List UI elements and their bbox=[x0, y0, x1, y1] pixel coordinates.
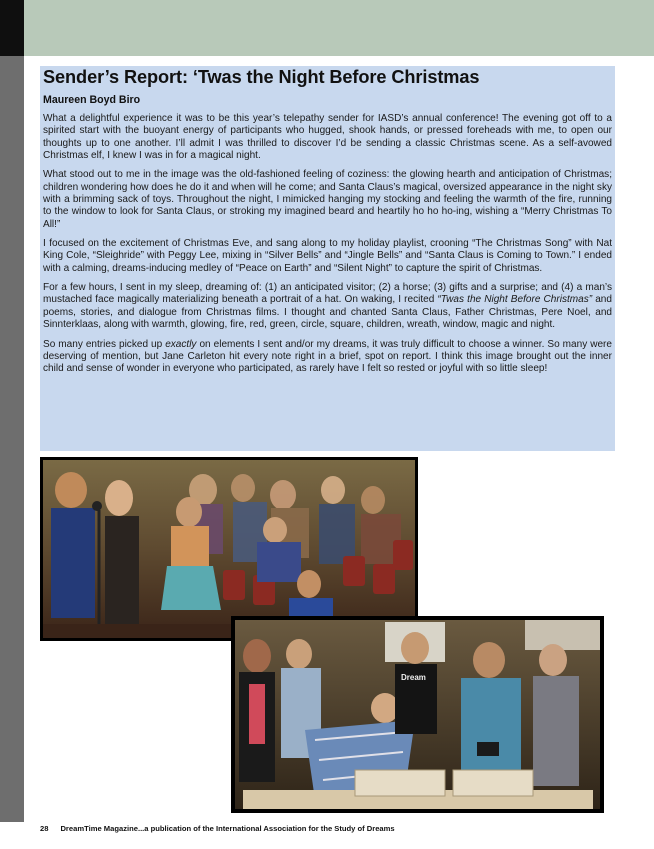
paragraph-4-text-a: For a few hours, I sent in my sleep, dreaming of: (1) an anticipated visitor; (2) a horse; (3) gifts and a surprise; and (4) a man’s mustached face magically materializing beneath a portrait of a hat. On waking, I recited bbox=[43, 282, 612, 306]
paragraph-4-poem-title: “Twas the Night Before Christmas” bbox=[437, 294, 593, 306]
participants-at-boxes-photo bbox=[231, 616, 604, 813]
paragraph-5-text-a: So many entries picked up bbox=[43, 338, 166, 350]
boxes-photo-illustration bbox=[235, 620, 600, 809]
page-footer bbox=[40, 824, 640, 834]
paragraph-1: What a delightful experience it was to be this year’s telepathy sender for IASD’s annual conference! The evening got off to a spirited start with the buoyant energy of participants who hugged, shook hands, or pressed foreheads with me, to open our thoughts up to one another. I’ll admit I was thrilled to discover I’d be sending a classic Christmas scene. As a self-avowed Christmas elf, I knew I was in for a magical night. bbox=[43, 113, 612, 162]
crowd-photo-illustration bbox=[43, 460, 415, 638]
paragraph-5-emphasis: exactly bbox=[165, 338, 197, 350]
header-band bbox=[24, 0, 654, 56]
paragraph-5-text-b: on elements I sent and/or my dreams, it was truly difficult to choose a winner. So many were deserving of mention, but Jane Carleton hit every note right in a brief, spot on report. I think this image brought out the inner child and sense of wonder in everyone who participated, as rarely have I felt so rested or joyful with so little sleep! bbox=[43, 338, 612, 375]
article-author: Maureen Boyd Biro bbox=[43, 94, 141, 106]
paragraph-5 bbox=[43, 339, 612, 376]
page-edge-bar bbox=[0, 56, 24, 822]
paragraph-4 bbox=[43, 282, 612, 331]
paragraph-3: I focused on the excitement of Christmas Eve, and sang along to my holiday playlist, crooning “The Christmas Song” with Nat King Cole, “Sleighride” with Peggy Lee, mixing in “Silver Bells” and “Jingle Bells” and “Santa Claus is Coming to Town.” I ended with a calming, dreams-inducing medley of “Peace on Earth” and “Silent Night” to capture the spirit of Christmas. bbox=[43, 238, 612, 274]
article-title: Sender’s Report: ‘Twas the Night Before Christmas bbox=[43, 67, 480, 87]
paragraph-4-text-b: and poems, stories, and dialogue from Christmas films. I thought and chanted Santa Claus, Father Christmas, Pere Noel, and Sinnterklaas, along with warmth, glowing, fire, red, green, circle, square, children, wreath, window, magic and night. bbox=[43, 294, 612, 331]
conference-crowd-photo bbox=[40, 457, 418, 641]
paragraph-2: What stood out to me in the image was the old-fashioned feeling of coziness: the glowing hearth and anticipation of Christmas; children wondering how does he do it and when will he come; and Santa Claus’s magical, oversized appearance in the night sky with a brimming sack of toys. Throughout the night, I mimicked hanging my stocking and feeling the warmth of the fire, running to the window to look for Santa Claus, or stroking my imagined beard and heartily ho ho ho-ing, wishing a “Merry Christmas To All!” bbox=[43, 169, 612, 230]
article-box bbox=[40, 66, 615, 451]
header-corner-block bbox=[0, 0, 24, 56]
footer-publication-text: DreamTime Magazine...a publication of the International Association for the Study of Dreams bbox=[60, 824, 395, 833]
shirt-dream-logo: Dream bbox=[401, 673, 426, 682]
page-number: 28 bbox=[40, 824, 49, 833]
